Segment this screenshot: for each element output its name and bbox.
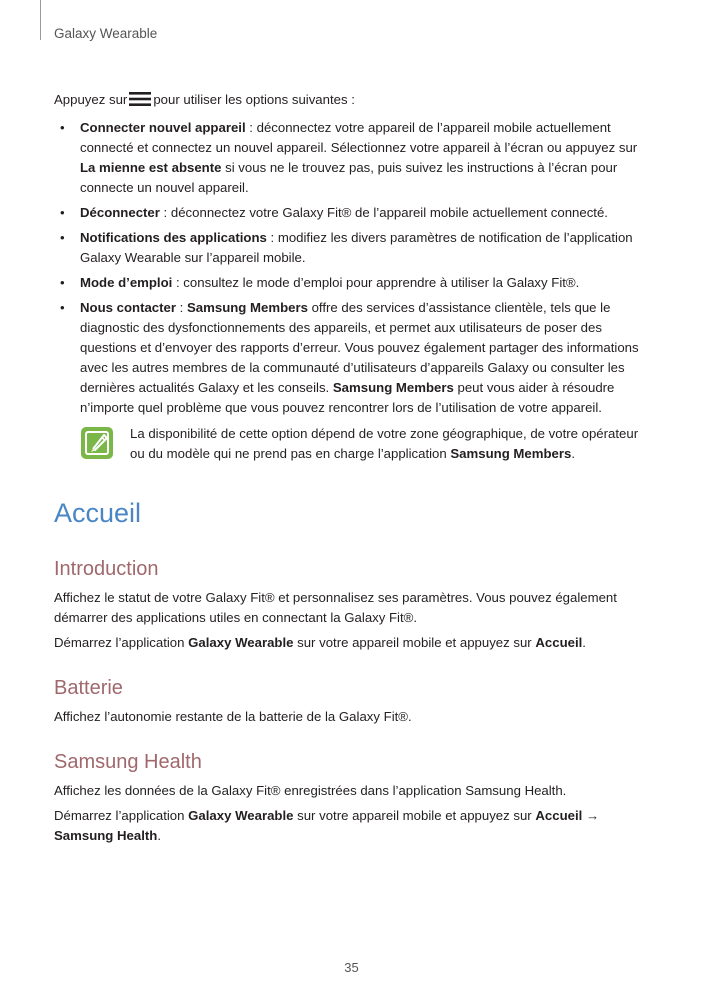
bullet: •: [60, 230, 65, 245]
option-term: Mode d’emploi: [80, 275, 173, 290]
option-connect-new-device: [54, 118, 650, 198]
note-term: Samsung Members: [450, 446, 572, 461]
intro-after: pour utiliser les options suivantes :: [153, 92, 355, 107]
options-intro: [54, 90, 650, 110]
running-header: Galaxy Wearable: [54, 26, 158, 41]
option-text: : consultez le mode d’emploi pour apprendre à utiliser la Galaxy Fit®.: [172, 275, 580, 290]
menu-icon: [129, 92, 151, 106]
subsection-title-batterie: Batterie: [54, 677, 123, 699]
option-term: Notifications des applications: [80, 230, 267, 245]
samsung-health-instructions: [54, 806, 650, 846]
section-title: Accueil: [54, 498, 142, 528]
subsection-title-samsung-health: Samsung Health: [54, 751, 202, 773]
batterie-paragraph: Affichez l’autonomie restante de la batterie de la Galaxy Fit®.: [54, 709, 412, 724]
note-pencil-icon: [80, 426, 114, 460]
option-term: Connecter nouvel appareil: [80, 120, 246, 135]
instruction-text: .: [582, 635, 586, 650]
note-text: La disponibilité de cette option dépend de votre zone géographique, de votre opérateur ou du modèle qui ne prend pas en charge l’application: [130, 426, 639, 461]
option-text: offre des services d’assistance clientèle, tels que le diagnostic des dysfonctionnements des appareils, et permet aux utilisateurs de poser des questions et d’envoyer des rapports d’erreur. Vous pouvez également partager des informations avec les autres membres de la communauté d’utilisateurs d’appareils Galaxy ou consulter les dernières actualités Galaxy et les conseils.: [80, 300, 639, 395]
header-rule: [40, 0, 41, 40]
option-text: si vous ne le trouvez pas, puis suivez les instructions à l’écran pour connecte un nouvel appareil.: [80, 160, 618, 195]
option-user-manual: [54, 273, 650, 293]
option-text: : modifiez les divers paramètres de notification de l’application Galaxy Wearable sur l’appareil mobile.: [80, 230, 633, 265]
option-text: :: [176, 300, 187, 315]
intro-before: Appuyez sur: [54, 92, 128, 107]
instruction-text: Démarrez l’application: [54, 808, 189, 823]
batterie-body: [54, 707, 650, 727]
page-content: [54, 90, 650, 846]
instruction-text: sur votre appareil mobile et appuyez sur: [293, 808, 536, 823]
instruction-text: Démarrez l’application: [54, 635, 189, 650]
instruction-text: .: [157, 828, 161, 843]
option-term: Samsung Members: [187, 300, 308, 315]
option-term: Nous contacter: [80, 300, 176, 315]
introduction-body: [54, 588, 650, 653]
bullet: •: [60, 120, 65, 135]
note-end: .: [571, 446, 575, 461]
instruction-text: sur votre appareil mobile et appuyez sur: [293, 635, 536, 650]
option-text: peut vous aider à résoudre n’importe quel problème que vous pouvez rencontrer lors de l’utilisation de votre appareil.: [80, 380, 615, 415]
option-term: La mienne est absente: [80, 160, 222, 175]
bullet: •: [60, 300, 65, 315]
option-term: Samsung Members: [332, 380, 454, 395]
app-name: Galaxy Wearable: [188, 808, 294, 823]
samsung-health-paragraph: Affichez les données de la Galaxy Fit® enregistrées dans l’application Samsung Health.: [54, 783, 567, 798]
subsection-title-introduction: Introduction: [54, 558, 159, 580]
option-disconnect: [54, 203, 650, 223]
options-list: [54, 118, 650, 418]
page-number: 35: [344, 960, 359, 975]
option-contact-us: [54, 298, 650, 418]
app-name: Galaxy Wearable: [188, 635, 294, 650]
menu-path: Accueil → Samsung Health: [54, 808, 600, 843]
samsung-health-body: [54, 781, 650, 846]
option-text: : déconnectez votre Galaxy Fit® de l’appareil mobile actuellement connecté.: [159, 205, 608, 220]
availability-note: [54, 424, 650, 464]
bullet: •: [60, 275, 65, 290]
option-text: : déconnectez votre appareil de l’appareil mobile actuellement connecté et connectez un nouvel appareil. Sélectionnez votre appareil à l’écran ou appuyez sur: [80, 120, 638, 155]
option-app-notifications: [54, 228, 650, 268]
menu-path: Accueil: [535, 635, 583, 650]
option-term: Déconnecter: [80, 205, 160, 220]
introduction-instructions: [54, 633, 650, 653]
bullet: •: [60, 205, 65, 220]
introduction-paragraph: Affichez le statut de votre Galaxy Fit® et personnalisez ses paramètres. Vous pouvez également démarrer des applications utiles en connectant la Galaxy Fit®.: [54, 590, 617, 625]
